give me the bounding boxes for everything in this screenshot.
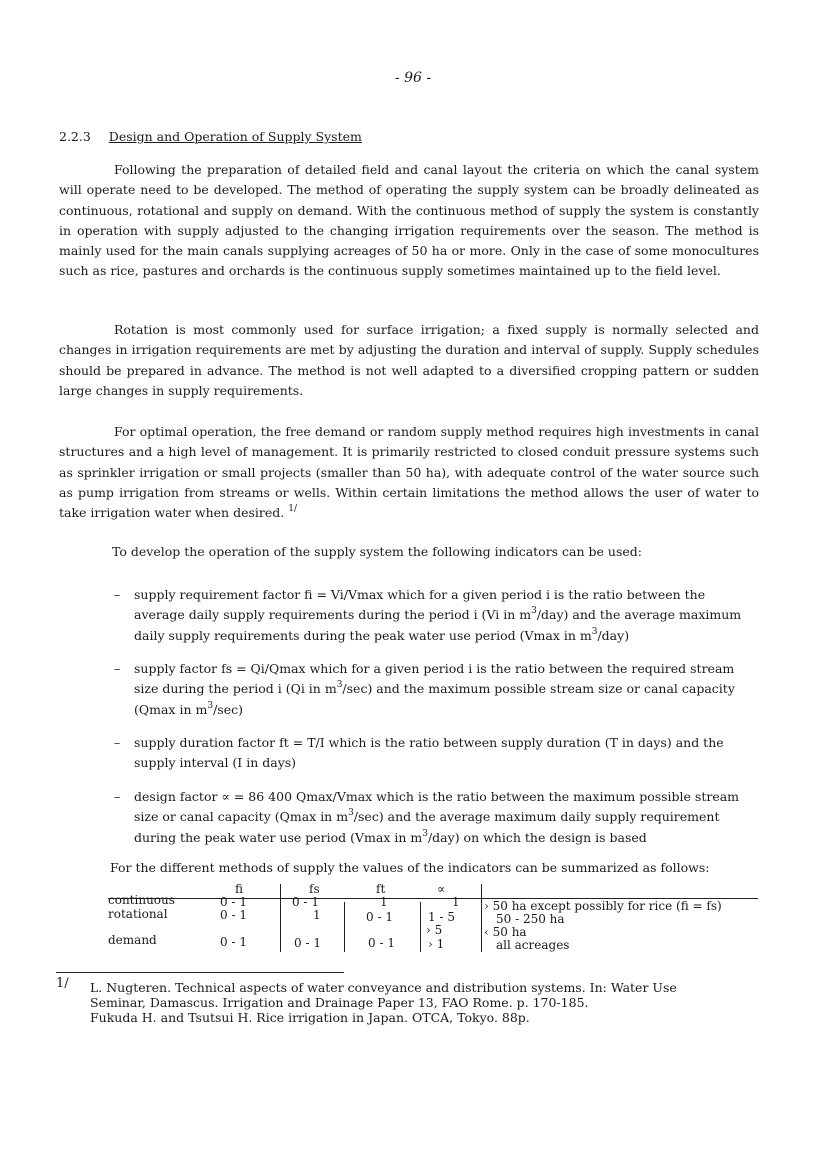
header-ft: ft — [376, 882, 386, 896]
paragraph-free-demand — [59, 422, 759, 523]
paragraph-free-demand-text: For optimal operation, the free demand or random supply method requires high investments in canal structures and a high level of management. It is primarily restricted to closed conduit pressure systems such as sprinkler irrigation or small projects (smaller than 50 ha), with adequate control of the water source such as pump irrigation from streams or wells. Within certain limitations the method allows the user of water to take irrigation water when desired. — [59, 424, 759, 521]
indicators-intro: To develop the operation of the supply system the following indicators can be used: — [112, 544, 642, 559]
method-continuous: continuous — [108, 893, 175, 907]
table-divider — [481, 884, 482, 952]
bullet-supply-requirement-factor: – supply requirement factor fi = Vi/Vmax which for a given period i is the ratio between the average daily supply requirements during the period i (Vi in $m^3/day$) and the average maximum daily supply requirements during the peak water use period (Vmax in $m^3/day$) — [114, 587, 742, 643]
cell-demand-fi: 0 - 1 — [220, 935, 247, 949]
header-fi: fi — [235, 882, 244, 896]
cell-continuous-note: › 50 ha except possibly for rice (fi = fs) — [484, 899, 722, 913]
cell-extra-alpha: › 5 — [426, 923, 443, 937]
cell-demand-note: all acreages — [496, 938, 570, 952]
cell-demand-ft: 0 - 1 — [368, 936, 395, 950]
header-alpha: ∝ — [437, 882, 446, 896]
cell-rotational-note: 50 - 250 ha — [496, 912, 565, 926]
cell-continuous-fi: 0 - 1 — [220, 895, 247, 909]
cell-continuous-ft: 1 — [380, 895, 388, 909]
table-divider — [344, 902, 345, 952]
footnote-line: L. Nugteren. Technical aspects of water conveyance and distribution systems. In: Water Use — [90, 980, 677, 995]
page-number: - 96 - — [394, 70, 432, 86]
footnote-reference: 1/ — [288, 504, 297, 515]
cell-demand-fs: 0 - 1 — [294, 936, 321, 950]
bullet-supply-factor: – supply factor fs = Qi/Qmax which for a given period i is the ratio between the required stream size during the period i (Qi in $m^3/\sec$) and the maximum possible stream size or canal capacity (Qmax in $m^3/\sec$) — [114, 661, 735, 717]
footnote-line: Seminar, Damascus. Irrigation and Drainage Paper 13, FAO Rome. p. 170-185. — [90, 995, 589, 1010]
header-fs: fs — [309, 882, 320, 896]
paragraph-continuous-supply: Following the preparation of detailed field and canal layout the criteria on which the canal system will operate need to be developed. The method of operating the supply system can be broadly delineated as continuous, rotational and supply on demand. With the continuous method of supply the system is constantly in operation with supply adjusted to the changing irrigation requirements over the season. The method is mainly used for the main canals supplying acreages of 50 ha or more. Only in the case of some monocultures such as rice, pastures and orchards is the continuous supply sometimes maintained up to the field level. — [59, 162, 759, 279]
cell-continuous-alpha: 1 — [452, 895, 460, 909]
table-divider — [420, 902, 421, 952]
cell-rotational-alpha: 1 - 5 — [428, 910, 455, 924]
method-rotational: rotational — [108, 907, 168, 921]
indicator-table — [108, 880, 760, 954]
section-title: Design and Operation of Supply System — [108, 129, 362, 144]
cell-rotational-fi: 0 - 1 — [220, 908, 247, 922]
section-number: 2.2.3 — [59, 129, 91, 144]
footnote-rule — [56, 972, 344, 973]
table-divider — [280, 884, 281, 952]
cell-continuous-fs: 0 - 1 — [292, 895, 319, 909]
cell-demand-alpha: › 1 — [428, 937, 445, 951]
cell-rotational-fs: 1 — [313, 908, 321, 922]
method-demand: demand — [108, 933, 157, 947]
footnote-marker: 1/ — [56, 976, 69, 991]
cell-rotational-ft: 0 - 1 — [366, 910, 393, 924]
summary-sentence: For the different methods of supply the values of the indicators can be summarized as follows: — [110, 860, 710, 875]
footnote-line: Fukuda H. and Tsutsui H. Rice irrigation in Japan. OTCA, Tokyo. 88p. — [90, 1010, 530, 1025]
paragraph-rotation: Rotation is most commonly used for surface irrigation; a fixed supply is normally selected and changes in irrigation requirements are met by adjusting the duration and interval of supply. Supply schedules should be prepared in advance. The method is not well adapted to a diversified cropping pattern or sudden large changes in supply requirements. — [59, 322, 759, 398]
bullet-supply-duration-factor: – supply duration factor ft = T/I which is the ratio between supply duration (T in days) and the supply interval (I in days) — [114, 735, 724, 771]
bullet-design-factor: – design factor ∝ = 86 400 Qmax/Vmax which is the ratio between the maximum possible stream size or canal capacity (Qmax in $m^3/\sec$) and the average maximum daily supply requirement during the peak water use period (Vmax in $m^3/day$) on which the design is based — [114, 789, 740, 845]
cell-extra-note: ‹ 50 ha — [484, 925, 527, 939]
section-heading — [59, 129, 362, 144]
